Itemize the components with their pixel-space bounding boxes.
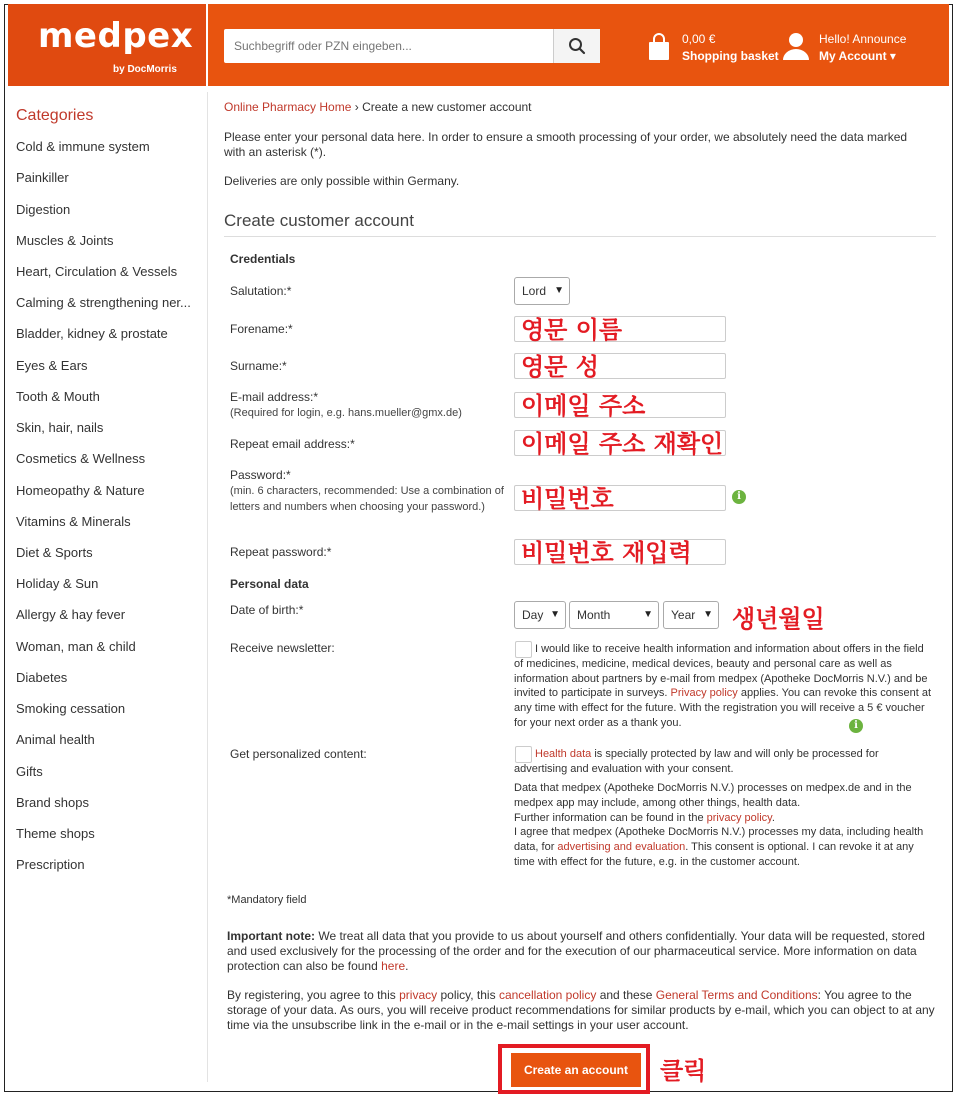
sidebar-item-vitamins[interactable]: Vitamins & Minerals <box>16 514 131 529</box>
breadcrumb-separator: › <box>354 100 359 114</box>
privacy-link[interactable]: privacy <box>399 988 438 1002</box>
search-input[interactable] <box>224 29 552 63</box>
password-field[interactable] <box>514 485 726 511</box>
search-bar <box>224 29 600 63</box>
password-repeat-label: Repeat password:* <box>230 545 332 559</box>
personalized-text-block <box>514 781 932 870</box>
breadcrumb-current: Create a new customer account <box>362 100 532 114</box>
intro-text: Please enter your personal data here. In order to ensure a smooth processing of your order, we absolutely need the data marked with an asterisk (*). <box>224 130 908 159</box>
password-repeat-annotation: 비밀번호 재입력 <box>521 539 692 567</box>
personalized-text-1: is specially protected by law and will only be processed for advertising and evaluation with your consent. <box>514 748 879 775</box>
salutation-label: Salutation:* <box>230 284 292 298</box>
dob-day-select[interactable] <box>514 601 566 629</box>
account-label: My Account ▾ <box>819 49 896 63</box>
email-repeat-annotation: 이메일 주소 재확인 <box>521 430 724 458</box>
sidebar-item-heart[interactable]: Heart, Circulation & Vessels <box>16 264 178 279</box>
dob-year-value: Year <box>671 608 696 622</box>
sidebar-item-allergy[interactable]: Allergy & hay fever <box>16 607 126 622</box>
form-title: Create customer account <box>224 211 414 230</box>
privacy-policy-link[interactable]: privacy policy <box>706 811 772 824</box>
shopping-bag-icon <box>648 33 670 61</box>
dob-annotation: 생년월일 <box>732 605 825 633</box>
salutation-value: Lord <box>522 284 547 298</box>
dob-day-value: Day <box>522 608 544 622</box>
personalized-text-5: . This consent is optional. I can revoke it at any time with effect for the future, e.g. in the customer account. <box>514 841 914 868</box>
logo-subtitle: by DocMorris <box>113 64 177 75</box>
surname-annotation: 영문 성 <box>521 353 599 381</box>
sidebar-item-diabetes[interactable]: Diabetes <box>16 670 68 685</box>
advertising-evaluation-link[interactable]: advertising and evaluation <box>557 841 686 854</box>
email-repeat-field[interactable] <box>514 430 726 456</box>
personalized-text-4: I agree that medpex (Apotheke DocMorris N.V.) processes my data, including health data, for <box>514 826 924 854</box>
sidebar-item-cosmetics[interactable]: Cosmetics & Wellness <box>16 451 146 466</box>
breadcrumb-home-link[interactable]: Online Pharmacy Home <box>224 100 352 114</box>
password-label-text: Password:* <box>230 468 291 482</box>
search-button[interactable] <box>553 29 600 63</box>
newsletter-privacy-link[interactable]: Privacy policy <box>670 687 738 700</box>
basket-label: Shopping basket <box>682 49 779 63</box>
cancellation-policy-link[interactable]: cancellation policy <box>498 988 597 1002</box>
dob-month-select[interactable] <box>569 601 659 629</box>
registering-note <box>227 988 937 1033</box>
sidebar-item-animal-health[interactable]: Animal health <box>16 732 95 747</box>
password-hint: (min. 6 characters, recommended: Use a combination of letters and numbers when choosing your password.) <box>230 485 504 513</box>
logo[interactable] <box>8 4 208 86</box>
data-protection-link[interactable]: here <box>381 959 406 973</box>
terms-link[interactable]: General Terms and Conditions <box>655 988 818 1002</box>
sidebar-item-gifts[interactable]: Gifts <box>16 764 43 779</box>
personalized-further: Further information can be found in the privacy policy. <box>514 811 775 824</box>
forename-label: Forename:* <box>230 322 293 336</box>
sidebar-item-homeopathy[interactable]: Homeopathy & Nature <box>16 483 145 498</box>
email-annotation: 이메일 주소 <box>521 392 646 420</box>
newsletter-label: Receive newsletter: <box>230 641 335 655</box>
sidebar-item-painkiller[interactable]: Painkiller <box>16 170 69 185</box>
email-label <box>230 390 462 421</box>
site-header <box>8 4 949 86</box>
sidebar-item-diet-sports[interactable]: Diet & Sports <box>16 545 93 560</box>
mandatory-note: *Mandatory field <box>227 894 307 906</box>
dob-month-value: Month <box>577 608 611 622</box>
registering-text-4: : You agree to the storage of your data. As ours, you will receive product recommendations for similar products by e-mail, which you can object to at any time via the unsubscribe link in the e-mail or in the e-mail settings in your user account. <box>227 988 935 1032</box>
registering-text-3: and these <box>599 988 653 1002</box>
password-label <box>230 468 505 515</box>
registering-text-1: By registering, you agree to this <box>227 988 396 1002</box>
sidebar-item-eyes-ears[interactable]: Eyes & Ears <box>16 358 88 373</box>
email-repeat-label: Repeat email address:* <box>230 437 355 451</box>
search-icon <box>568 37 586 55</box>
account-greeting: Hello! Announce <box>819 32 907 46</box>
sidebar-item-skin-hair[interactable]: Skin, hair, nails <box>16 420 104 435</box>
personalized-text-3: Further information can be found in the <box>514 811 704 824</box>
form-divider <box>224 236 936 237</box>
chevron-down-icon: ▼ <box>643 609 653 620</box>
chevron-down-icon: ▼ <box>550 609 560 620</box>
forename-field[interactable] <box>514 316 726 342</box>
sidebar-item-smoking[interactable]: Smoking cessation <box>16 701 126 716</box>
important-label: Important note: <box>227 929 315 943</box>
sidebar-item-digestion[interactable]: Digestion <box>16 202 71 217</box>
registering-text-2: policy, this <box>440 988 496 1002</box>
sidebar-item-calming[interactable]: Calming & strengthening ner... <box>16 295 191 310</box>
surname-field[interactable] <box>514 353 726 379</box>
email-hint: (Required for login, e.g. hans.mueller@gmx.de) <box>230 407 462 419</box>
health-data-link[interactable]: Health data <box>535 748 592 760</box>
forename-annotation: 영문 이름 <box>521 316 623 344</box>
surname-label: Surname:* <box>230 359 287 373</box>
password-repeat-field[interactable] <box>514 539 726 565</box>
sidebar-item-theme-shops[interactable]: Theme shops <box>16 826 95 841</box>
salutation-select[interactable] <box>514 277 570 305</box>
sidebar-item-brand-shops[interactable]: Brand shops <box>16 795 89 810</box>
personalized-consent <box>514 825 932 869</box>
sidebar-item-woman-man-child[interactable]: Woman, man & child <box>16 639 136 654</box>
sidebar-item-bladder[interactable]: Bladder, kidney & prostate <box>16 326 168 341</box>
user-icon <box>782 31 810 61</box>
email-label-text: E-mail address:* <box>230 390 319 404</box>
logo-text: medpex <box>38 16 194 56</box>
sidebar-item-holiday-sun[interactable]: Holiday & Sun <box>16 576 99 591</box>
sidebar-item-tooth-mouth[interactable]: Tooth & Mouth <box>16 389 100 404</box>
sidebar-item-cold-immune[interactable]: Cold & immune system <box>16 139 150 154</box>
sidebar-item-muscles-joints[interactable]: Muscles & Joints <box>16 233 114 248</box>
info-icon[interactable]: i <box>732 490 746 504</box>
breadcrumb <box>224 100 532 114</box>
important-note: Important note: We treat all data that you provide to us about yourself and others confidentially. Your data will be requested, stored and used exclusively for the processing of the order and for the execution of our pharmaceutical service. More information on data protection can also be found here. <box>227 929 925 973</box>
newsletter-text <box>514 642 932 731</box>
dob-label: Date of birth:* <box>230 603 304 617</box>
click-annotation: 클릭 <box>660 1057 707 1085</box>
category-sidebar <box>8 92 208 1082</box>
personal-data-heading: Personal data <box>230 577 309 591</box>
chevron-down-icon: ▼ <box>703 609 713 620</box>
sidebar-item-prescription[interactable]: Prescription <box>16 857 85 872</box>
create-account-button[interactable]: Create an account <box>511 1053 641 1087</box>
newsletter-text-2: applies. You can revoke this consent at any time with effect for the future. With the registration you will receive a 5 € voucher for your next order as a thank you. <box>514 687 932 729</box>
dob-year-select[interactable] <box>663 601 719 629</box>
newsletter-text-1: I would like to receive health information and information about offers in the field of medicines, medicine, medical devices, beauty and personal care as well as information about partners by e-mail from medpex (Apotheke DocMorris N.V.) and be invited to participate in surveys. <box>514 643 928 700</box>
basket-amount: 0,00 € <box>682 32 716 46</box>
personalized-text <box>514 747 932 777</box>
email-field[interactable] <box>514 392 726 418</box>
important-text: We treat all data that you provide to us about yourself and others confidentially. Your data will be requested, stored and used exclusively for the processing of the order and for the execution of our pharmaceutical service. More information on data protection can also be found <box>227 929 925 973</box>
info-icon[interactable]: i <box>849 719 863 733</box>
chevron-down-icon: ▼ <box>554 285 564 296</box>
delivery-note: Deliveries are only possible within Germany. <box>224 174 460 188</box>
credentials-heading: Credentials <box>230 252 296 266</box>
personalized-label: Get personalized content: <box>230 747 367 761</box>
sidebar-title: Categories <box>16 107 94 124</box>
password-annotation: 비밀번호 <box>521 485 614 513</box>
personalized-text-2: Data that medpex (Apotheke DocMorris N.V.) processes on medpex.de and in the medpex app may include, among other things, health data. <box>514 782 912 809</box>
